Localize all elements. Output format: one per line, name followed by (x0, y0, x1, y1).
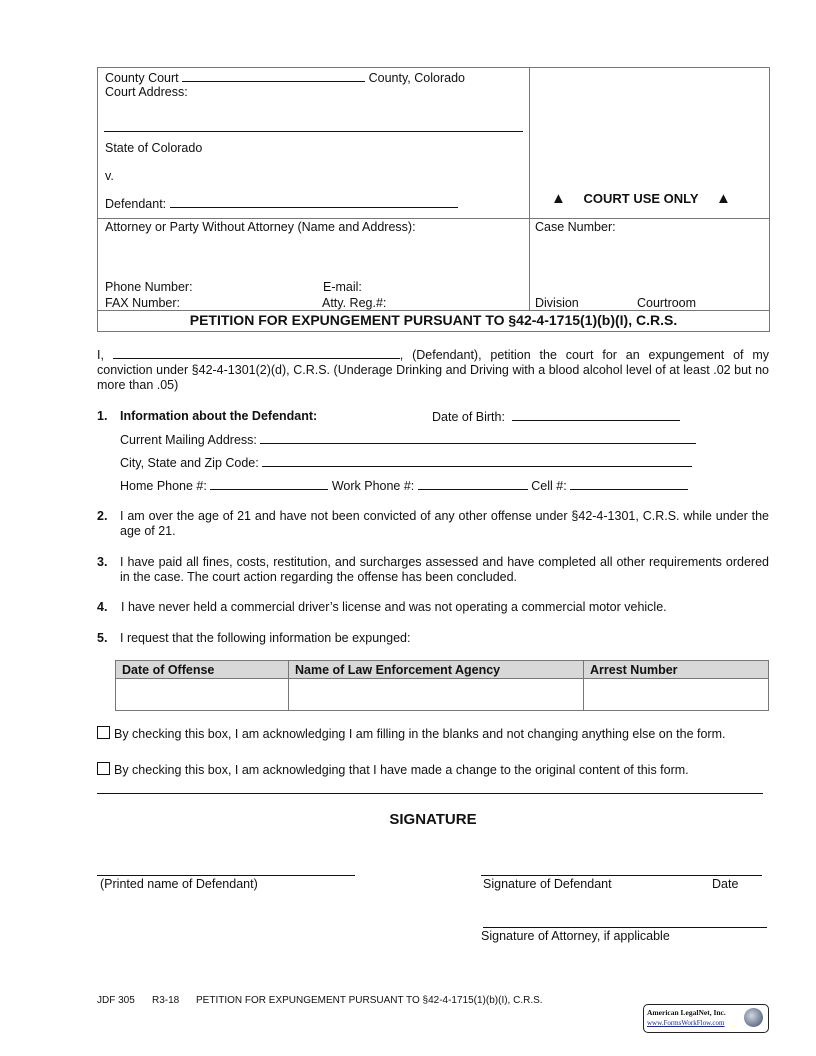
intro-paragraph: I, , (Defendant), petition the court for an expungement of my conviction under §42-4-1301(2)(d), C.R.S. (Underage Drinking and Driving with a blood alcohol level of at least .02 but no more than .05) (97, 348, 769, 392)
up-arrow-icon: ▲ (715, 190, 731, 207)
checkbox-changes-made[interactable] (97, 762, 110, 775)
separator-line (97, 793, 763, 794)
state-label: State of Colorado (105, 141, 203, 155)
item-4-text: I have never held a commercial driver’s license and was not operating a commercial motor vehicle. (121, 600, 667, 614)
court-use-only: ▲ COURT USE ONLY ▲ (551, 190, 731, 207)
attorney-label: Attorney or Party Without Attorney (Name and Address): (105, 220, 416, 234)
defendant-name-blank[interactable] (113, 347, 400, 359)
col-agency: Name of Law Enforcement Agency (289, 661, 584, 679)
defendant-line: Defendant: (105, 196, 458, 211)
footer-revision: R3-18 (152, 995, 180, 1006)
item-1-number: 1. (97, 409, 108, 423)
caption-divider-1 (98, 218, 769, 219)
caption-vertical-divider (529, 68, 530, 310)
caption-divider-2 (98, 310, 769, 311)
table-header-row (116, 661, 769, 679)
col-arrest-number: Arrest Number (584, 661, 769, 679)
court-address-line[interactable] (104, 131, 523, 132)
email-label: E-mail: (323, 280, 362, 294)
mailing-blank[interactable] (260, 432, 696, 444)
attorney-signature-line[interactable] (483, 927, 767, 928)
date-of-offense-cell[interactable] (116, 679, 289, 711)
mailing-line: Current Mailing Address: (120, 432, 696, 447)
courtroom-label: Courtroom (637, 296, 697, 310)
cell-phone-blank[interactable] (570, 478, 688, 490)
phone-line: Home Phone #: Work Phone #: Cell #: (120, 478, 688, 493)
american-legalnet-logo (643, 1004, 769, 1033)
info-heading: Information about the Defendant: (120, 409, 318, 423)
agency-cell[interactable] (289, 679, 584, 711)
home-phone-blank[interactable] (210, 478, 328, 490)
offense-table (115, 660, 769, 711)
item-3-number: 3. (97, 555, 108, 569)
checkbox-1-row: By checking this box, I am acknowledging I am filling in the blanks and not changing anything else on the form. (97, 726, 768, 742)
form-title: PETITION FOR EXPUNGEMENT PURSUANT TO §42-4-1715(1)(b)(I), C.R.S. (189, 312, 678, 328)
court-address-label: Court Address: (105, 85, 188, 99)
table-row (116, 679, 769, 711)
attorney-signature-label: Signature of Attorney, if applicable (481, 929, 670, 943)
item-5-text: I request that the following information be expunged: (120, 631, 411, 645)
dob-blank[interactable] (512, 409, 680, 421)
logo-company-name: American LegalNet, Inc. (647, 1008, 726, 1017)
defendant-signature-line[interactable] (481, 875, 762, 876)
logo-globe-icon (744, 1008, 763, 1027)
fax-label: FAX Number: (105, 296, 181, 310)
defendant-signature-label: Signature of Defendant (483, 877, 612, 891)
item-2-text: I am over the age of 21 and have not been convicted of any other offense under §42-4-1301, C.R.S. while under the age of 21. (120, 509, 769, 538)
item-4-number: 4. (97, 600, 108, 614)
versus-label: v. (105, 169, 114, 183)
case-number-label: Case Number: (535, 220, 616, 234)
up-arrow-icon: ▲ (551, 190, 566, 207)
printed-name-line[interactable] (97, 875, 355, 876)
city-blank[interactable] (262, 455, 692, 467)
date-label: Date (712, 877, 739, 891)
logo-website: www.FormsWorkFlow.com (647, 1019, 725, 1027)
division-label: Division (535, 296, 579, 310)
printed-name-label: (Printed name of Defendant) (100, 877, 258, 891)
caption-box (97, 67, 770, 332)
item-5-number: 5. (97, 631, 108, 645)
item-3-text: I have paid all fines, costs, restitution, and surcharges assessed and have completed all other requirements ordered in the case. The court action regarding the offense has been concluded. (120, 555, 769, 584)
defendant-blank[interactable] (170, 196, 458, 208)
dob-line: Date of Birth: (432, 409, 680, 424)
footer-form-id: JDF 305 (97, 995, 135, 1006)
signature-heading: SIGNATURE (389, 811, 477, 828)
col-date-of-offense: Date of Offense (116, 661, 289, 679)
county-court-line: County Court County, Colorado (105, 71, 465, 85)
footer-title: PETITION FOR EXPUNGEMENT PURSUANT TO §42-4-1715(1)(b)(I), C.R.S. (196, 995, 543, 1006)
checkbox-2-row: By checking this box, I am acknowledging that I have made a change to the original content of this form. (97, 762, 768, 778)
county-blank[interactable] (182, 70, 365, 82)
arrest-number-cell[interactable] (584, 679, 769, 711)
item-2-number: 2. (97, 509, 108, 523)
phone-label: Phone Number: (105, 280, 193, 294)
city-line: City, State and Zip Code: (120, 455, 692, 470)
atty-reg-label: Atty. Reg.#: (322, 296, 387, 310)
checkbox-no-changes[interactable] (97, 726, 110, 739)
work-phone-blank[interactable] (418, 478, 528, 490)
